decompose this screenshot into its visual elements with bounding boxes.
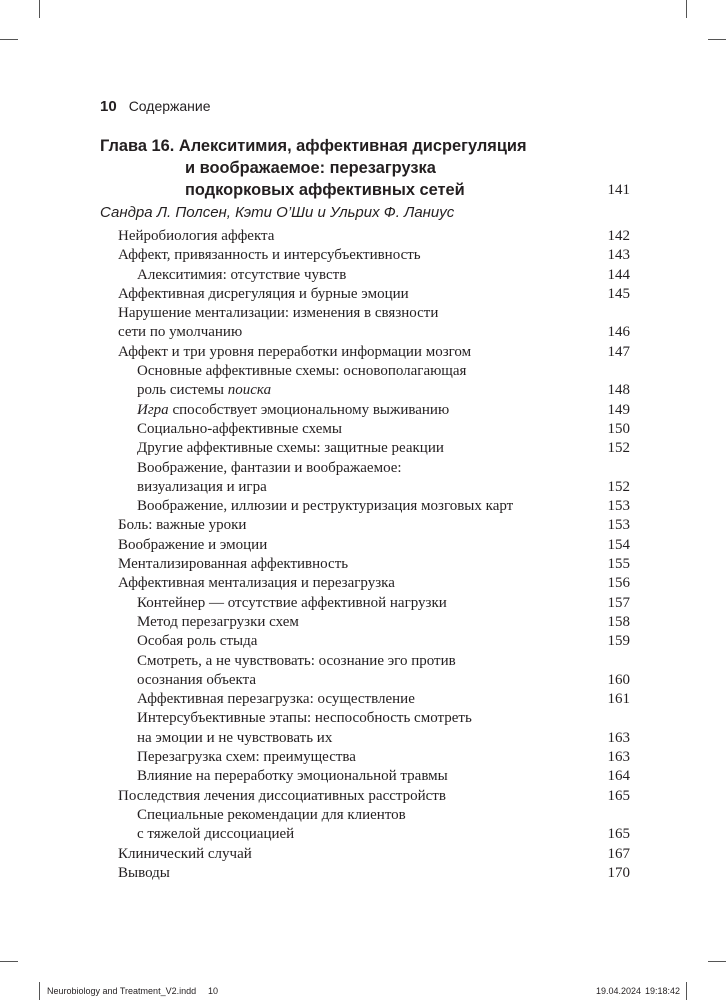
toc-entry-title: Аффект, привязанность и интерсубъективность bbox=[118, 247, 421, 264]
toc-entry bbox=[118, 536, 630, 555]
toc-entry-title: Воображение, фантазии и воображаемое: bbox=[137, 459, 402, 476]
toc-entry-title: Метод перезагрузки схем bbox=[137, 613, 299, 630]
toc-entry-title: Аффективная дисрегуляция и бурные эмоции bbox=[118, 285, 409, 302]
toc-entry-page: 152 bbox=[607, 440, 630, 457]
toc-entry bbox=[118, 594, 630, 613]
toc-entry-title: Аффективная ментализация и перезагрузка bbox=[118, 575, 395, 592]
toc-entry-title: Аффективная перезагрузка: осуществление bbox=[137, 691, 415, 708]
toc-entry-page: 143 bbox=[607, 247, 630, 264]
toc-entry bbox=[118, 362, 630, 401]
toc-entry-title: Специальные рекомендации для клиентов bbox=[137, 806, 406, 823]
toc-entry bbox=[118, 690, 630, 709]
toc-entry bbox=[118, 767, 630, 786]
toc-entry-page: 153 bbox=[607, 498, 630, 515]
toc-list bbox=[118, 227, 630, 883]
toc-entry-title: Смотреть, а не чувствовать: осознание эго против bbox=[137, 652, 456, 669]
toc-entry bbox=[118, 304, 630, 343]
toc-entry-page: 154 bbox=[607, 536, 630, 553]
toc-entry-page: 163 bbox=[607, 729, 630, 746]
toc-entry-title: на эмоции и не чувствовать их bbox=[137, 729, 333, 746]
toc-entry-title: Выводы bbox=[118, 864, 170, 881]
toc-entry bbox=[118, 555, 630, 574]
toc-entry bbox=[118, 459, 630, 498]
toc-entry-title: Контейнер — отсутствие аффективной нагрузки bbox=[137, 594, 447, 611]
toc-entry-title: Последствия лечения диссоциативных расстройств bbox=[118, 787, 446, 804]
toc-entry-title: Боль: важные уроки bbox=[118, 517, 247, 534]
chapter-page-number: 141 bbox=[607, 182, 630, 198]
crop-mark bbox=[686, 0, 687, 18]
page-number: 10 bbox=[100, 98, 117, 115]
running-head-title: Содержание bbox=[128, 98, 211, 114]
toc-entry-page: 142 bbox=[607, 228, 630, 244]
toc-entry-page: 153 bbox=[607, 517, 630, 534]
toc-entry-page: 165 bbox=[607, 787, 630, 804]
toc-entry-title: Аффект и три уровня переработки информации мозгом bbox=[118, 343, 472, 360]
crop-mark bbox=[686, 982, 687, 1000]
toc-entry-page: 155 bbox=[607, 556, 630, 573]
chapter-title-line: подкорковых аффективных сетей bbox=[185, 181, 465, 199]
toc-entry bbox=[118, 439, 630, 458]
toc-entry-title: Воображение и эмоции bbox=[118, 536, 268, 553]
toc-entry bbox=[118, 613, 630, 632]
toc-entry-page: 144 bbox=[607, 266, 630, 283]
running-head bbox=[100, 98, 211, 115]
toc-entry bbox=[118, 227, 630, 246]
toc-entry bbox=[118, 864, 630, 883]
toc-entry-page: 145 bbox=[607, 285, 630, 302]
toc-entry-page: 156 bbox=[607, 575, 630, 592]
toc-entry bbox=[118, 632, 630, 651]
toc-entry-title: Ментализированная аффективность bbox=[118, 556, 349, 573]
toc-entry bbox=[118, 497, 630, 516]
slug-page: 10 bbox=[208, 986, 219, 996]
toc-entry-title: Игра способствует эмоциональному выживанию bbox=[137, 401, 450, 418]
toc-entry bbox=[118, 787, 630, 806]
toc-entry-page: 150 bbox=[607, 420, 630, 437]
toc-entry-page: 148 bbox=[607, 382, 630, 399]
chapter-title-line: и воображаемое: перезагрузка bbox=[185, 159, 436, 177]
toc-entry-page: 160 bbox=[607, 671, 630, 688]
toc-entry bbox=[118, 343, 630, 362]
slug-date: 19.04.2024 bbox=[596, 986, 642, 996]
toc-entry-page: 167 bbox=[607, 845, 630, 862]
toc-entry-title: Влияние на переработку эмоциональной травмы bbox=[137, 768, 448, 785]
toc-entry-page: 165 bbox=[607, 826, 630, 843]
toc-entry-title: Нейробиология аффекта bbox=[118, 228, 275, 244]
toc-entry-title: Алекситимия: отсутствие чувств bbox=[137, 266, 347, 283]
toc-entry bbox=[118, 246, 630, 265]
toc-entry-page: 164 bbox=[607, 768, 630, 785]
toc-entry-page: 147 bbox=[607, 343, 630, 360]
toc-entry-page: 159 bbox=[607, 633, 630, 650]
toc-entry bbox=[118, 709, 630, 748]
toc-entry-page: 161 bbox=[607, 691, 630, 708]
toc-entry bbox=[118, 652, 630, 691]
toc-entry-title: с тяжелой диссоциацией bbox=[137, 826, 295, 843]
toc-entry-title: Основные аффективные схемы: основополагающая bbox=[137, 363, 467, 380]
toc-entry-page: 158 bbox=[607, 613, 630, 630]
toc-entry bbox=[118, 285, 630, 304]
slug-file: Neurobiology and Treatment_V2.indd bbox=[47, 986, 197, 996]
crop-mark bbox=[708, 961, 726, 962]
toc-entry-title: Клинический случай bbox=[118, 845, 252, 862]
toc-entry-page: 146 bbox=[607, 324, 630, 341]
toc-entry-page: 157 bbox=[607, 594, 630, 611]
toc-entry bbox=[118, 516, 630, 535]
slug-time: 19:18:42 bbox=[645, 986, 681, 996]
toc-entry bbox=[118, 266, 630, 285]
toc-entry bbox=[118, 806, 630, 845]
crop-mark bbox=[39, 982, 40, 1000]
toc-entry-title: Перезагрузка схем: преимущества bbox=[137, 749, 356, 766]
toc-entry-title: Нарушение ментализации: изменения в связности bbox=[118, 305, 439, 322]
toc-entry-title: Воображение, иллюзии и реструктуризация мозговых карт bbox=[137, 498, 514, 515]
toc-entry-page: 149 bbox=[607, 401, 630, 418]
toc-entry-title: Социально-аффективные схемы bbox=[137, 420, 342, 437]
crop-mark bbox=[708, 39, 726, 40]
toc-entry bbox=[118, 401, 630, 420]
chapter-title-line: Глава 16. Алекситимия, аффективная дисрегуляция bbox=[100, 137, 527, 155]
toc-entry-title: Особая роль стыда bbox=[137, 633, 258, 650]
toc-entry-title: Другие аффективные схемы: защитные реакции bbox=[137, 440, 444, 457]
crop-mark bbox=[0, 961, 18, 962]
toc-entry bbox=[118, 845, 630, 864]
chapter-heading bbox=[100, 135, 630, 201]
toc-entry-page: 163 bbox=[607, 749, 630, 766]
toc-entry-title: осознания объекта bbox=[137, 671, 257, 688]
chapter-authors: Сандра Л. Полсен, Кэти О’Ши и Ульрих Ф. Ланиус bbox=[100, 204, 455, 221]
toc-entry bbox=[118, 574, 630, 593]
toc-entry bbox=[118, 748, 630, 767]
toc-entry-title: сети по умолчанию bbox=[118, 324, 243, 341]
crop-mark bbox=[0, 39, 18, 40]
toc-entry bbox=[118, 420, 630, 439]
toc-entry-page: 152 bbox=[607, 478, 630, 495]
toc-entry-title: роль системы поиска bbox=[137, 382, 272, 399]
toc-entry-page: 170 bbox=[607, 864, 630, 881]
crop-mark bbox=[39, 0, 40, 18]
toc-entry-title: визуализация и игра bbox=[137, 478, 267, 495]
toc-entry-title: Интерсубъективные этапы: неспособность смотреть bbox=[137, 710, 472, 727]
